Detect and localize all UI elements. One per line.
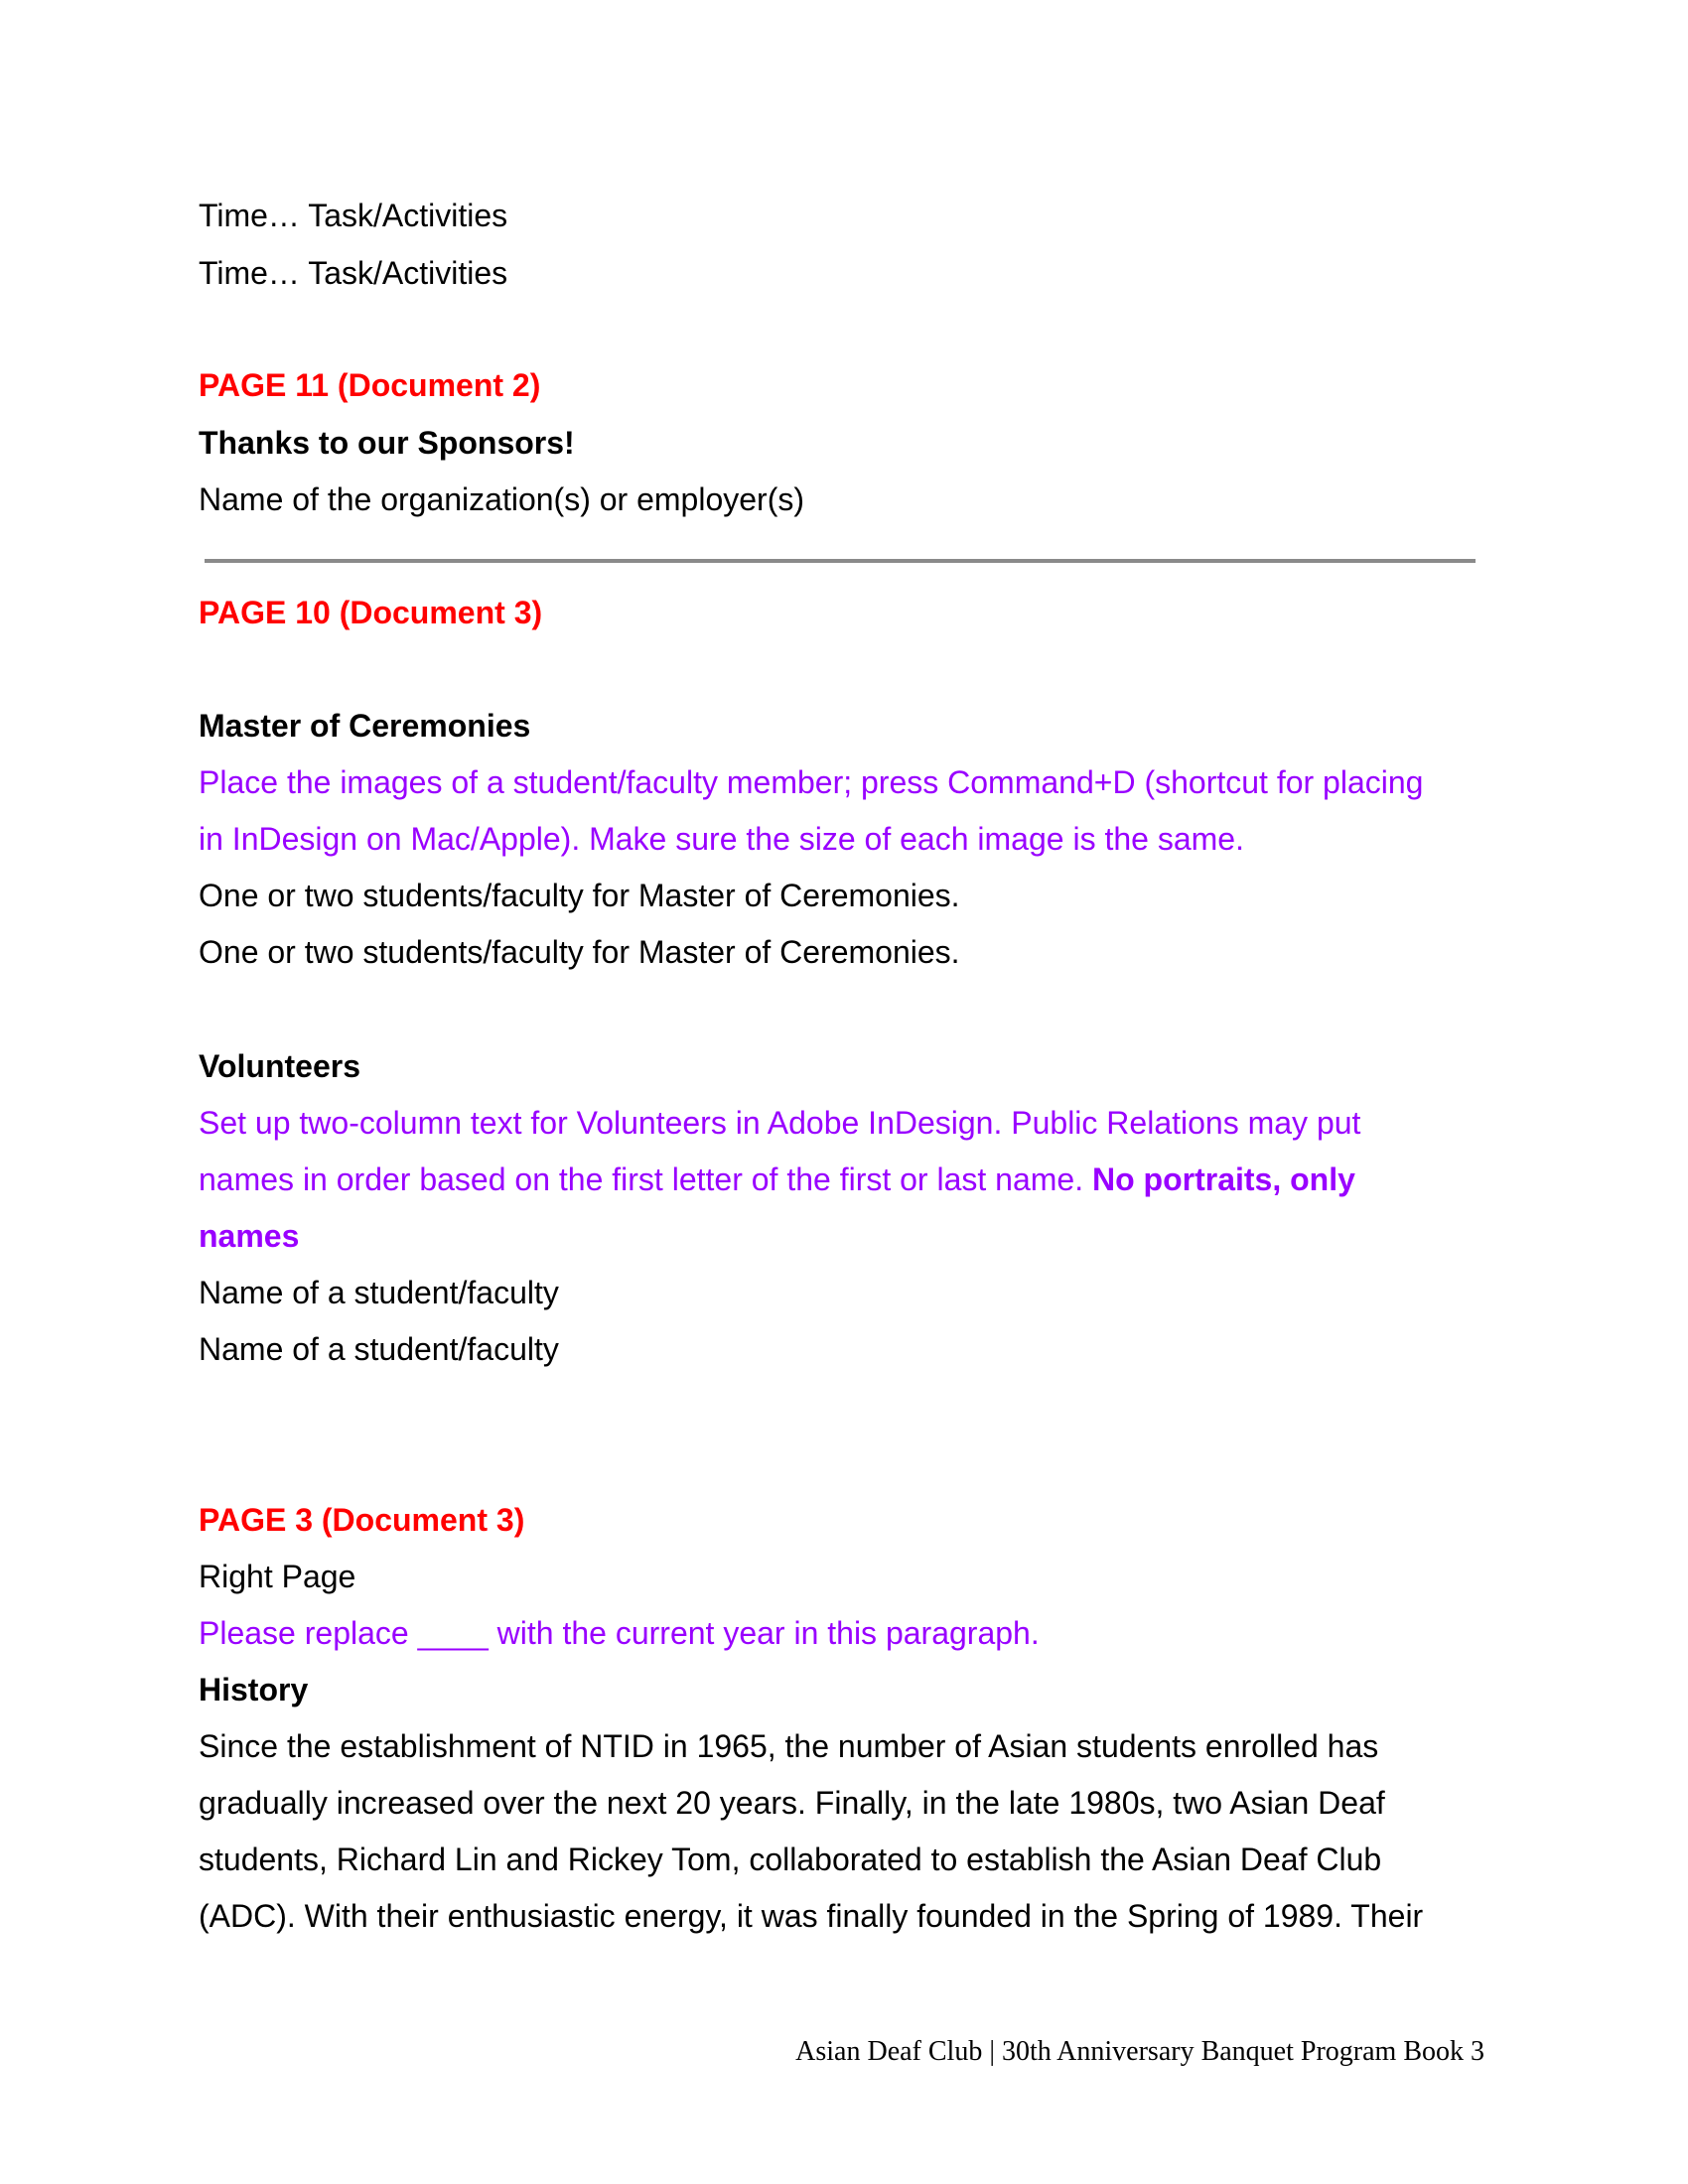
history-line-2: gradually increased over the next 20 years. Finally, in the late 1980s, two Asian Deaf xyxy=(199,1785,1385,1821)
sponsors-text: Name of the organization(s) or employer(s) xyxy=(199,481,805,517)
history-line-1: Since the establishment of NTID in 1965, the number of Asian students enrolled has xyxy=(199,1728,1379,1764)
year-blank: ____ xyxy=(417,1615,489,1651)
volunteers-title: Volunteers xyxy=(199,1048,360,1084)
schedule-line-2: Time… Task/Activities xyxy=(199,255,508,291)
mc-instruction-line-1: Place the images of a student/faculty member; press Command+D (shortcut for placing xyxy=(199,764,1424,800)
volunteer-entry-1: Name of a student/faculty xyxy=(199,1275,559,1310)
history-title: History xyxy=(199,1672,309,1707)
page11-heading: PAGE 11 (Document 2) xyxy=(199,367,541,403)
year-instruction-pre: Please replace xyxy=(199,1615,418,1651)
history-line-4: (ADC). With their enthusiastic energy, it was finally founded in the Spring of 1989. Their xyxy=(199,1898,1424,1934)
volunteers-instruction-line-1: Set up two-column text for Volunteers in Adobe InDesign. Public Relations may put xyxy=(199,1105,1361,1141)
mc-title: Master of Ceremonies xyxy=(199,708,531,744)
volunteers-instruction-emphasis: No portraits, only xyxy=(1091,1161,1355,1197)
page10-heading: PAGE 10 (Document 3) xyxy=(199,595,543,630)
page3-subheading: Right Page xyxy=(199,1559,356,1594)
volunteers-instruction-text: names in order based on the first letter of the first or last name. xyxy=(199,1161,1092,1197)
page-footer: Asian Deaf Club | 30th Anniversary Banquet Program Book 3 xyxy=(795,2036,1484,2067)
sponsors-title: Thanks to our Sponsors! xyxy=(199,425,575,461)
history-line-3: students, Richard Lin and Rickey Tom, collaborated to establish the Asian Deaf Club xyxy=(199,1842,1382,1877)
volunteer-entry-2: Name of a student/faculty xyxy=(199,1331,559,1367)
page3-heading: PAGE 3 (Document 3) xyxy=(199,1502,525,1538)
year-instruction xyxy=(199,1613,1040,1653)
year-instruction-post: with the current year in this paragraph. xyxy=(488,1615,1040,1651)
mc-instruction-line-2: in InDesign on Mac/Apple). Make sure the size of each image is the same. xyxy=(199,821,1244,857)
section-divider xyxy=(205,559,1476,563)
schedule-line-1: Time… Task/Activities xyxy=(199,198,508,233)
mc-entry-1: One or two students/faculty for Master of Ceremonies. xyxy=(199,878,960,913)
volunteers-instruction-emphasis-end: names xyxy=(199,1218,300,1254)
mc-entry-2: One or two students/faculty for Master of Ceremonies. xyxy=(199,934,960,970)
volunteers-instruction-line-2 xyxy=(199,1160,1355,1199)
